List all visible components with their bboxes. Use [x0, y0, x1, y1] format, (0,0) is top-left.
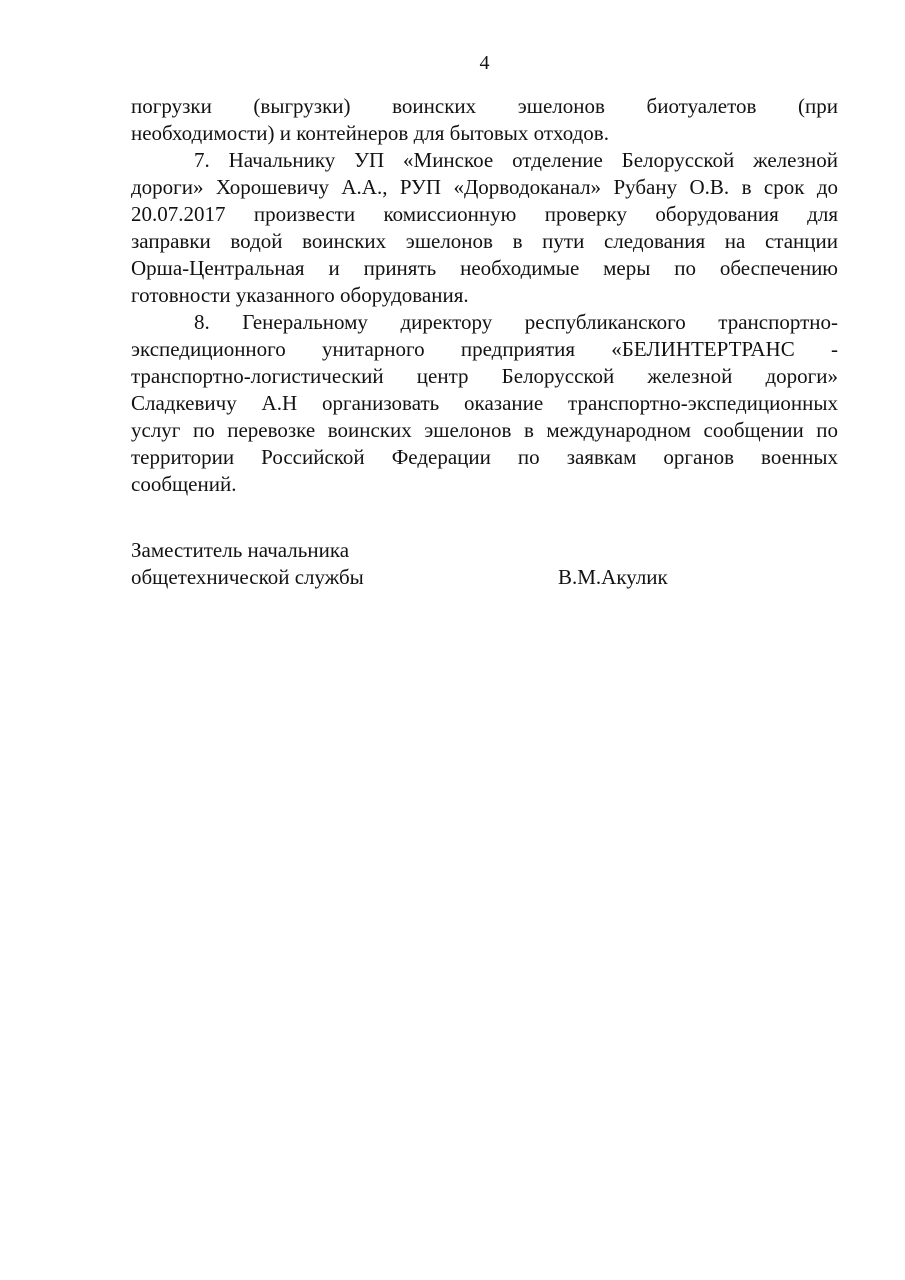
signature-position-line: Заместитель начальника [131, 538, 350, 562]
page-number: 4 [479, 52, 490, 74]
text-line: транспортно-логистический центр Белорусской железной дороги» [131, 364, 838, 388]
text-line: сообщений. [131, 472, 237, 496]
text-line: 20.07.2017 произвести комиссионную проверку оборудования для [131, 202, 838, 226]
signature-block [131, 537, 838, 591]
document-body [131, 93, 838, 498]
text-line: Сладкевичу А.Н организовать оказание транспортно-экспедиционных [131, 391, 838, 415]
text-line: погрузки (выгрузки) воинских эшелонов биотуалетов (при [131, 94, 838, 118]
text-line: дороги» Хорошевичу А.А., РУП «Дорводоканал» Рубану О.В. в срок до [131, 175, 838, 199]
text-line: Орша-Центральная и принять необходимые меры по обеспечению [131, 256, 838, 280]
text-line-paragraph-7-start: 7. Начальнику УП «Минское отделение Белорусской железной [194, 148, 838, 172]
text-line: услуг по перевозке воинских эшелонов в международном сообщении по [131, 418, 838, 442]
text-line: экспедиционного унитарного предприятия «БЕЛИНТЕРТРАНС - [131, 337, 838, 361]
text-line: территории Российской Федерации по заявкам органов военных [131, 445, 838, 469]
text-line-paragraph-8-start: 8. Генеральному директору республиканского транспортно- [194, 310, 838, 334]
text-line: заправки водой воинских эшелонов в пути следования на станции [131, 229, 838, 253]
text-line: готовности указанного оборудования. [131, 283, 469, 307]
text-line: необходимости) и контейнеров для бытовых отходов. [131, 121, 609, 145]
signature-position-line: общетехнической службы [131, 565, 364, 589]
signature-name: В.М.Акулик [558, 565, 668, 589]
